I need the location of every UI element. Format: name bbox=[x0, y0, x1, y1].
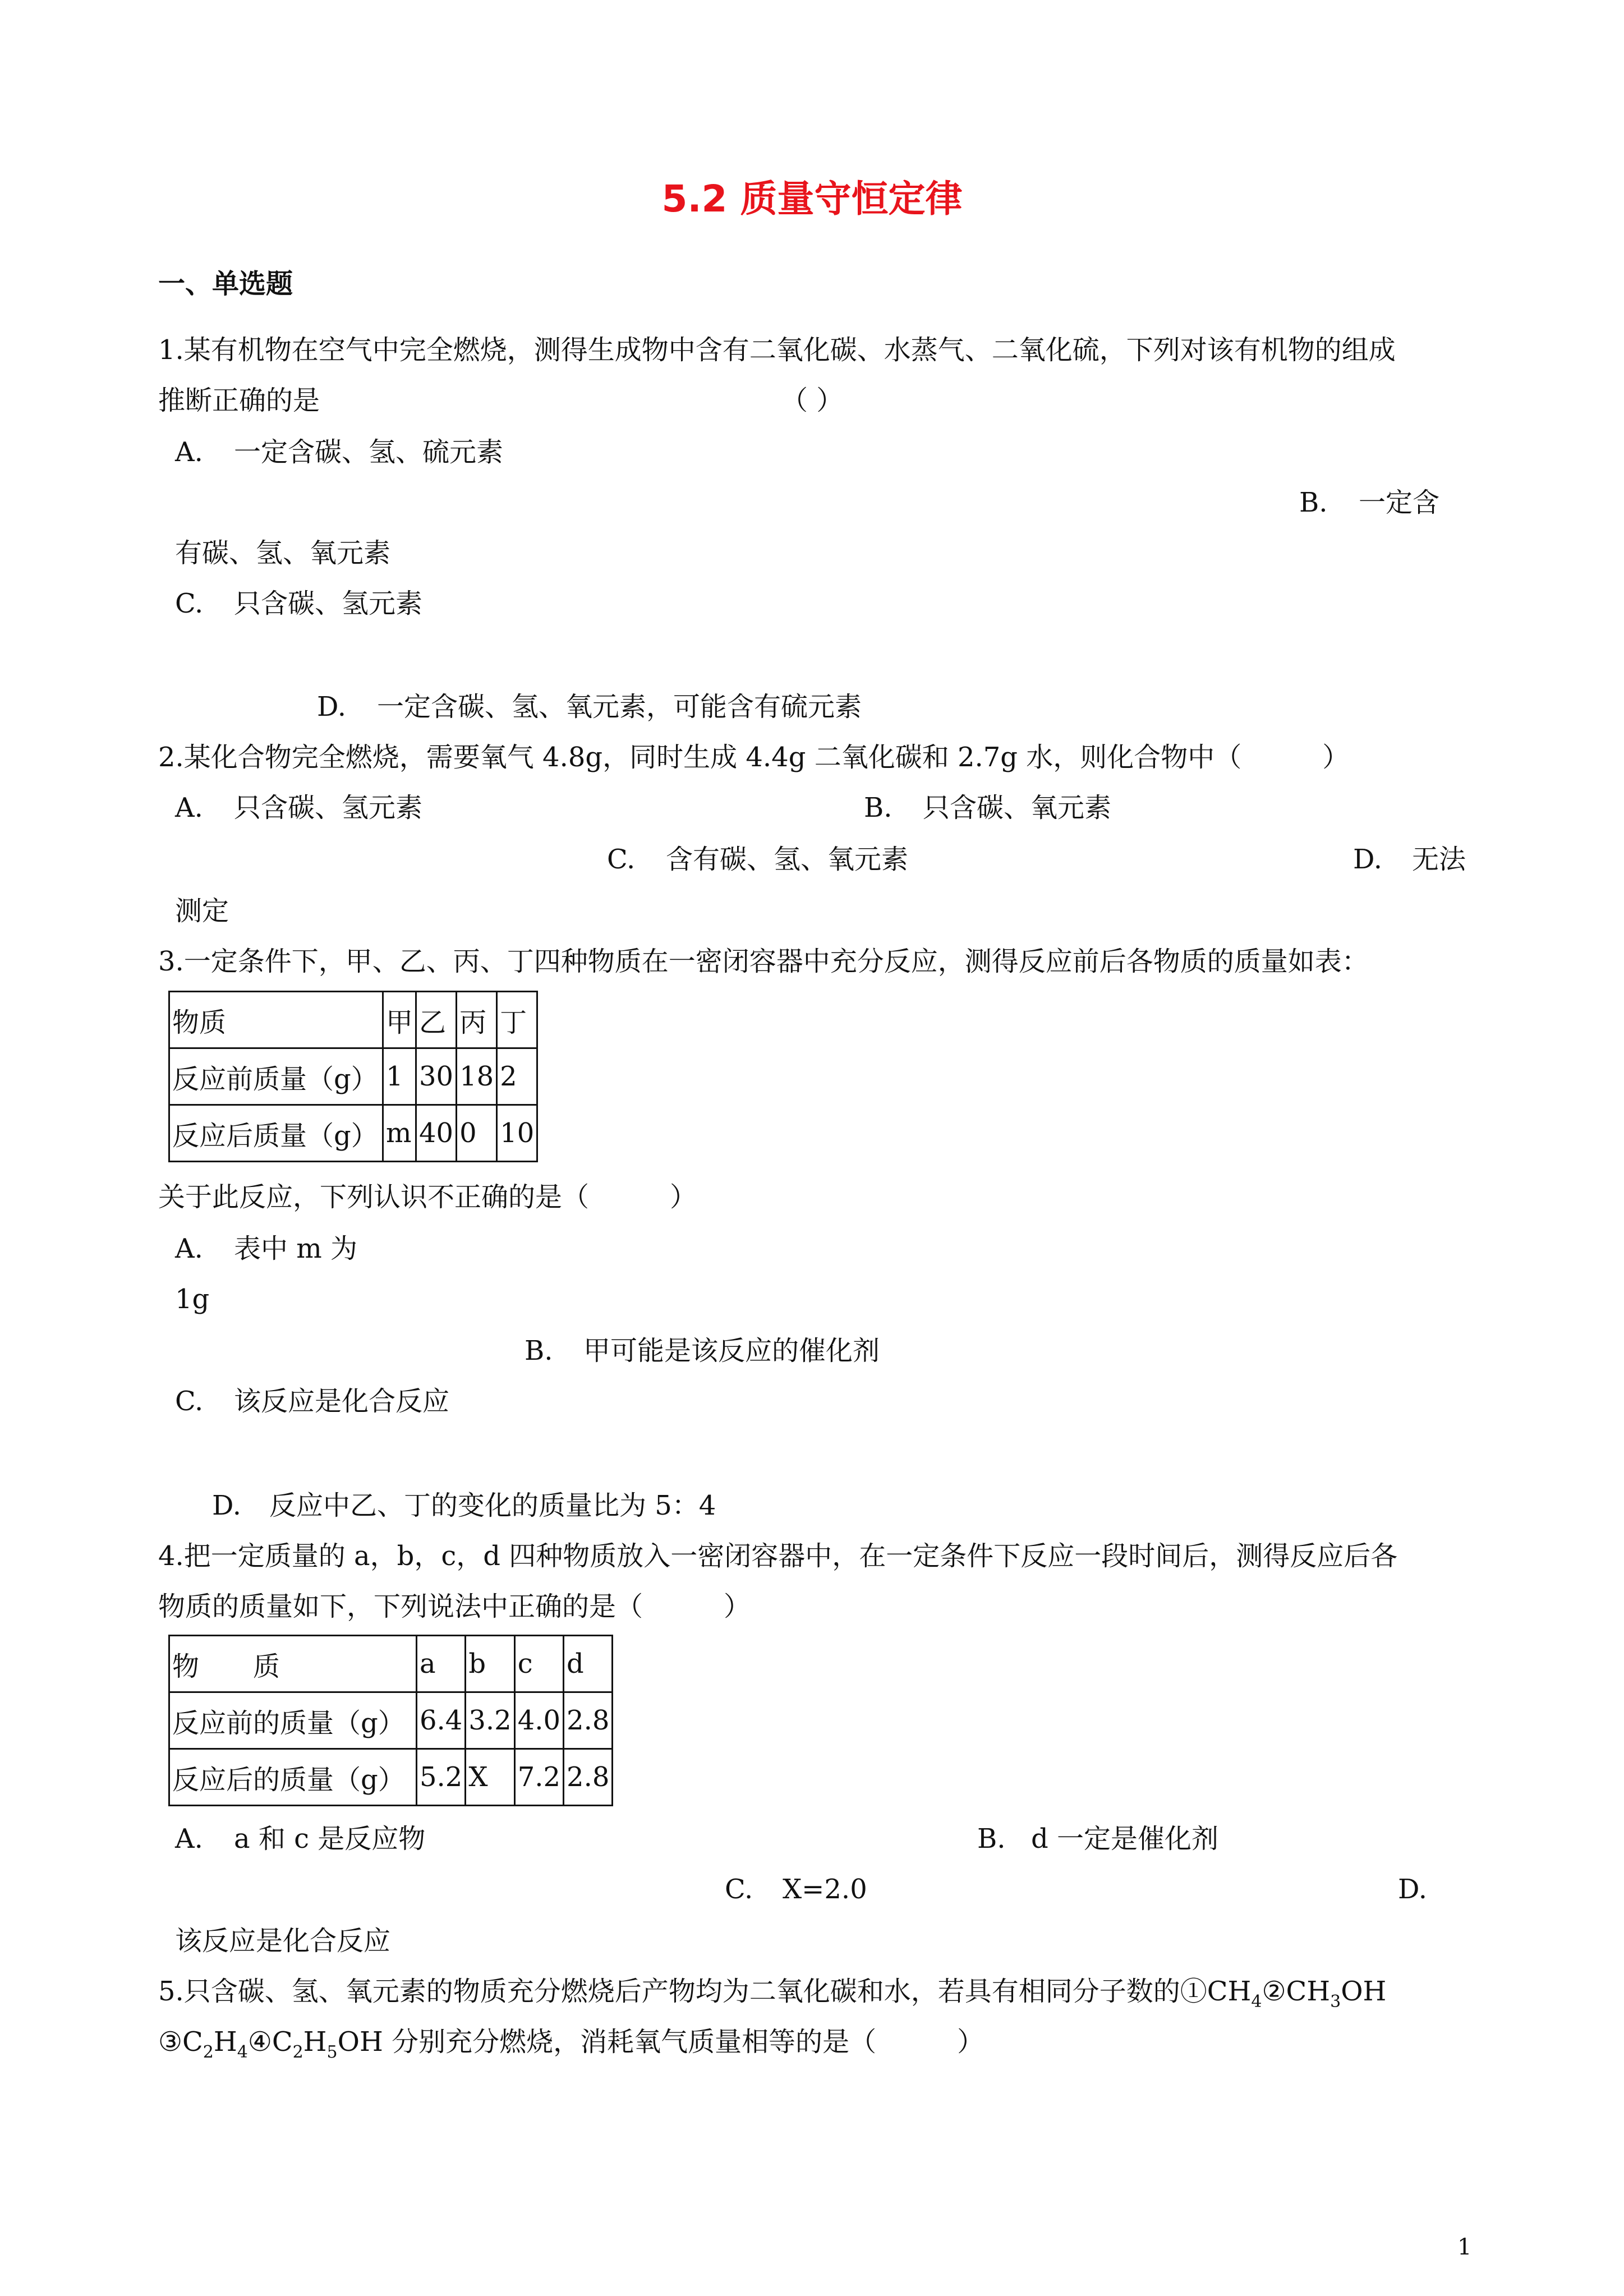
table-cell: 3.2 bbox=[466, 1692, 514, 1749]
table-cell: 6.4 bbox=[417, 1692, 466, 1749]
q2-option-a-text[interactable]: 只含碳、氢元素 bbox=[234, 792, 423, 823]
q3-option-a-text[interactable]: 表中 m 为 bbox=[234, 1233, 358, 1264]
q2-option-c-text[interactable]: 含有碳、氢、氧元素 bbox=[666, 844, 909, 875]
table-cell: 甲 bbox=[383, 992, 416, 1048]
table-cell: 0 bbox=[457, 1105, 497, 1162]
q3-option-c-text[interactable]: 该反应是化合反应 bbox=[234, 1386, 450, 1417]
table-cell: 18 bbox=[457, 1048, 497, 1105]
table-cell: 物 质 bbox=[169, 1636, 417, 1692]
q2-option-c-letter[interactable]: C. bbox=[607, 844, 636, 875]
q3-prompt: 关于此反应，下列认识不正确的是（ ） bbox=[158, 1181, 697, 1213]
table-row bbox=[169, 1105, 537, 1162]
q4-stem-line1: 4.把一定质量的 a，b，c，d 四种物质放入一密闭容器中，在一定条件下反应一段时间后，测得反应后各 bbox=[158, 1540, 1398, 1572]
table-cell: 2.8 bbox=[564, 1692, 613, 1749]
table-cell: b bbox=[466, 1636, 514, 1692]
q3-option-a-letter[interactable]: A. bbox=[175, 1233, 203, 1264]
q3-option-d-letter[interactable]: D. bbox=[212, 1490, 242, 1521]
q1-option-b-continued: 有碳、氢、氧元素 bbox=[175, 537, 391, 569]
q1-option-b-text[interactable]: 一定含 bbox=[1359, 487, 1440, 518]
table-cell: 2.8 bbox=[564, 1749, 613, 1806]
table-cell: 反应后的质量（g） bbox=[169, 1749, 417, 1806]
q3-data-table bbox=[168, 991, 538, 1162]
q4-option-a-text[interactable]: a 和 c 是反应物 bbox=[234, 1823, 426, 1855]
q3-option-d-text[interactable]: 反应中乙、丁的变化的质量比为 5：4 bbox=[269, 1490, 716, 1521]
q2-option-d-continued: 测定 bbox=[175, 895, 229, 927]
table-cell: 乙 bbox=[416, 992, 457, 1048]
q4-option-a-letter[interactable]: A. bbox=[175, 1823, 203, 1855]
table-cell: 丙 bbox=[457, 992, 497, 1048]
table-cell: 1 bbox=[383, 1048, 416, 1105]
q5-stem-line2: $③C_2H_4④C_2H_5OH$ 分别充分燃烧，消耗氧气质量相等的是（ ） bbox=[158, 2026, 984, 2062]
q4-option-d-text[interactable]: 该反应是化合反应 bbox=[175, 1925, 391, 1957]
table-row bbox=[169, 992, 537, 1048]
table-cell: X bbox=[466, 1749, 514, 1806]
q1-answer-paren: （ ） bbox=[781, 385, 844, 416]
q4-data-table bbox=[168, 1635, 613, 1806]
q2-option-b-text[interactable]: 只含碳、氧元素 bbox=[923, 792, 1112, 823]
section-heading: 一、单选题 bbox=[158, 268, 293, 300]
q4-option-b-text[interactable]: d 一定是催化剂 bbox=[1031, 1823, 1218, 1855]
q1-stem-line2: 推断正确的是 bbox=[158, 385, 320, 416]
q2-stem-line1: 2.某化合物完全燃烧，需要氧气 4.8g，同时生成 4.4g 二氧化碳和 2.7g 水，则化合物中（ ） bbox=[158, 742, 1350, 773]
table-cell: 2 bbox=[497, 1048, 537, 1105]
q1-option-c-text[interactable]: 只含碳、氢元素 bbox=[234, 588, 423, 619]
q3-option-b-letter[interactable]: B. bbox=[525, 1335, 553, 1366]
q2-option-d-text[interactable]: 无法 bbox=[1412, 844, 1466, 875]
q1-option-c-letter[interactable]: C. bbox=[175, 588, 204, 619]
table-cell: 反应后质量（g） bbox=[169, 1105, 383, 1162]
q1-option-d-letter[interactable]: D. bbox=[317, 691, 347, 723]
q1-stem-line1: 1.某有机物在空气中完全燃烧，测得生成物中含有二氧化碳、水蒸气、二氧化硫，下列对该有机物的组成 bbox=[158, 334, 1396, 366]
table-row bbox=[169, 1749, 613, 1806]
table-row bbox=[169, 1636, 613, 1692]
table-cell: d bbox=[564, 1636, 613, 1692]
table-row bbox=[169, 1692, 613, 1749]
q3-option-c-letter[interactable]: C. bbox=[175, 1386, 204, 1417]
q4-option-c-letter[interactable]: C. bbox=[725, 1874, 753, 1905]
q1-option-d-text[interactable]: 一定含碳、氢、氧元素，可能含有硫元素 bbox=[377, 691, 862, 723]
page-title: 5.2 质量守恒定律 bbox=[661, 177, 963, 220]
page-number: 1 bbox=[1457, 2234, 1472, 2260]
q3-option-a-continued: 1g bbox=[175, 1283, 210, 1315]
table-cell: 10 bbox=[497, 1105, 537, 1162]
table-cell: 7.2 bbox=[514, 1749, 563, 1806]
table-cell: m bbox=[383, 1105, 416, 1162]
table-cell: 4.0 bbox=[514, 1692, 563, 1749]
table-row bbox=[169, 1048, 537, 1105]
q2-option-b-letter[interactable]: B. bbox=[864, 792, 892, 823]
table-cell: 物质 bbox=[169, 992, 383, 1048]
q3-option-b-text[interactable]: 甲可能是该反应的催化剂 bbox=[583, 1335, 880, 1366]
q4-option-b-letter[interactable]: B. bbox=[977, 1823, 1006, 1855]
q1-option-b-letter[interactable]: B. bbox=[1299, 487, 1328, 518]
q1-option-a-letter[interactable]: A. bbox=[175, 436, 203, 468]
table-cell: 反应前质量（g） bbox=[169, 1048, 383, 1105]
q4-stem-line2: 物质的质量如下，下列说法中正确的是（ ） bbox=[158, 1591, 751, 1622]
table-cell: 40 bbox=[416, 1105, 457, 1162]
table-cell: 5.2 bbox=[417, 1749, 466, 1806]
q3-stem-line1: 3.一定条件下，甲、乙、丙、丁四种物质在一密闭容器中充分反应，测得反应前后各物质的质量如表： bbox=[158, 946, 1369, 977]
q2-option-d-letter[interactable]: D. bbox=[1353, 844, 1383, 875]
table-cell: 30 bbox=[416, 1048, 457, 1105]
table-cell: 丁 bbox=[497, 992, 537, 1048]
table-cell: c bbox=[514, 1636, 563, 1692]
q4-option-c-text[interactable]: X=2.0 bbox=[783, 1874, 867, 1905]
table-cell: 反应前的质量（g） bbox=[169, 1692, 417, 1749]
q2-option-a-letter[interactable]: A. bbox=[175, 792, 203, 823]
q4-option-d-letter[interactable]: D. bbox=[1398, 1874, 1428, 1905]
q1-option-a-text[interactable]: 一定含碳、氢、硫元素 bbox=[234, 436, 504, 468]
q5-stem-line1: 5.只含碳、氢、氧元素的物质充分燃烧后产物均为二氧化碳和水，若具有相同分子数的$①CH_4②CH_3OH$ bbox=[158, 1976, 1387, 2012]
table-cell: a bbox=[417, 1636, 466, 1692]
